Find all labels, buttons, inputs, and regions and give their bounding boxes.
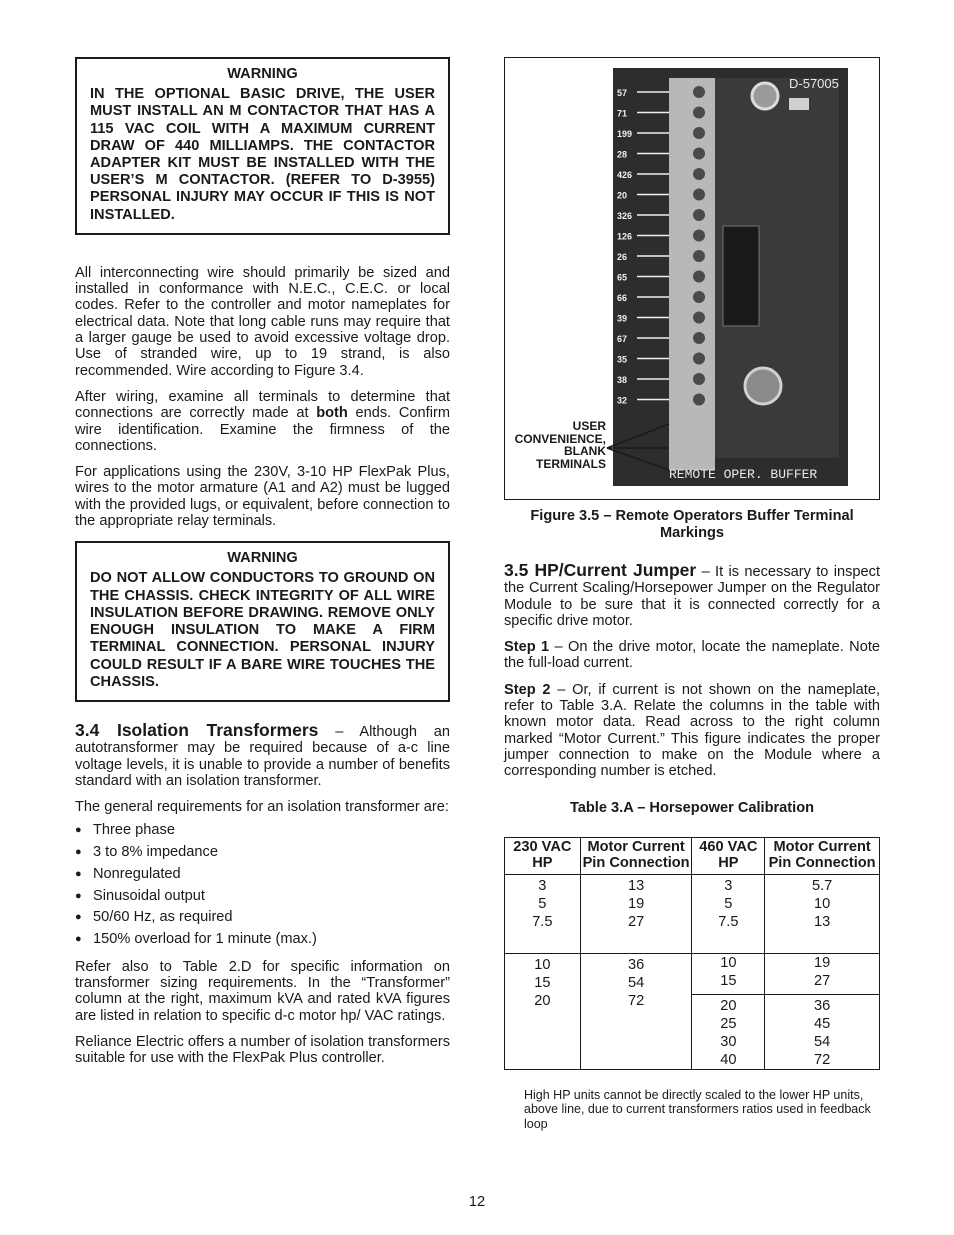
wire-paragraph: All interconnecting wire should primarily be sized and installed in conformance with N.E.C., C.E.C. or local codes. Refer to the controller and motor nameplates for electrical data. Note that long cable runs may require that a larger gauge be used to avoid excessive voltage drop. Use of stranded wire, up to 19 strand, is also recommended. Wire according to Figure 3.4. — [75, 264, 450, 379]
terminal-screw — [693, 189, 705, 201]
figure-caption: Figure 3.5 – Remote Operators Buffer Terminal Markings — [530, 508, 854, 541]
figure-3-5 — [504, 57, 880, 500]
page-number: 12 — [468, 1194, 486, 1210]
section-3-4: 3.4 Isolation Transformers – Although an autotransformer may be required because of a-c line voltage levels, it is unable to provide a number of benefits standard with an isolation transformer. — [75, 719, 450, 789]
table-row — [505, 874, 880, 953]
table-cell: 3 5 7.5 — [692, 874, 765, 953]
list-item: ● Sinusoidal output — [75, 886, 450, 908]
horsepower-table — [504, 837, 880, 1070]
list-item: ● Nonregulated — [75, 864, 450, 886]
terminal-label: 35 — [617, 354, 628, 365]
terminal-screw — [693, 271, 705, 283]
table-header-row — [505, 837, 880, 874]
terminal-label: 20 — [617, 190, 628, 201]
table-cell: 3 5 7.5 — [505, 874, 581, 953]
column-header: Motor Current Pin Connection — [765, 837, 880, 874]
board-label: REMOTE OPER. BUFFER — [669, 467, 818, 482]
terminal-label: 26 — [617, 252, 628, 262]
table-cell: 36 54 72 — [580, 953, 692, 1069]
terminal-label: 65 — [617, 272, 628, 283]
terminal-screw — [693, 127, 705, 139]
column-header: 230 VAC HP — [505, 837, 581, 874]
terminal-screw — [693, 148, 705, 160]
warning-box-contactor — [75, 57, 450, 235]
terminal-screw — [693, 168, 705, 180]
lug-paragraph: For applications using the 230V, 3-10 HP FlexPak Plus, wires to the motor armature (A1 and A2) must be lugged with the provided lugs, or equivalent, before connection to the appropriate relay terminals. — [75, 464, 450, 529]
table-row — [505, 953, 880, 1069]
terminal-label: 28 — [617, 149, 628, 160]
terminal-screw — [693, 250, 705, 262]
examine-paragraph: After wiring, examine all terminals to determine that connections are correctly made at both ends. Confirm wire identification. Examine the firmness of the connections. — [75, 388, 450, 454]
warning-title: WARNING — [227, 550, 298, 567]
terminal-screw — [693, 312, 705, 324]
terminal-label: 199 — [617, 129, 633, 139]
terminal-screw — [693, 86, 705, 98]
list-item: ● 150% overload for 1 minute (max.) — [75, 929, 450, 951]
terminal-screw — [693, 332, 705, 344]
warning-body: IN THE OPTIONAL BASIC DRIVE, THE USER MUST INSTALL AN M CONTACTOR THAT HAS A 115 VAC COIL WITH A MAXIMUM CURRENT DRAW OF 440 MILLIAMPS. THE CONTACTOR ADAPTER KIT MUST BE INSTALLED WITH THE USER’S M CONTACTOR. (REFER TO D-3955) PERSONAL INJURY MAY OCCUR IF THIS IS NOT INSTALLED. — [90, 86, 435, 223]
terminal-label: 57 — [617, 88, 628, 98]
terminal-screw — [693, 353, 705, 365]
terminal-screw — [693, 291, 705, 303]
section-3-5: 3.5 HP/Current Jumper – It is necessary to inspect the Current Scaling/Horsepower Jumper on the Regulator Module to be sure that it is connected correctly for a specific drive motor. — [504, 560, 880, 629]
terminal-screw — [693, 107, 705, 119]
table-cell: 13 19 27 — [580, 874, 692, 953]
table-cell: 19 27 36 45 54 72 — [765, 953, 880, 1069]
section-heading: 3.4 Isolation Transformers — [75, 719, 319, 740]
table-cell: 10 15 20 — [505, 953, 581, 1069]
terminal-label: 39 — [617, 313, 628, 324]
section-heading: 3.5 HP/Current Jumper — [504, 560, 697, 580]
refer-paragraph: Refer also to Table 2.D for specific information on transformer sizing requirements. In the “Transformer” column at the right, maximum kVA and rated kVA figures are listed in relation to specific d-c motor hp/ VAC ratings. — [75, 958, 450, 1024]
terminal-label: 126 — [617, 231, 633, 242]
warning-body: DO NOT ALLOW CONDUCTORS TO GROUND ON THE CHASSIS. CHECK INTEGRITY OF ALL WIRE INSULATION BEFORE DRAWING. REMOVE ONLY ENOUGH INSULATION TO MAKE A FIRM TERMINAL CONNECTION. PERSONAL INJURY COULD RESULT IF A BARE WIRE TOUCHES THE CHASSIS. — [90, 570, 435, 690]
terminal-screw — [693, 230, 705, 242]
table-cell: 10 15 20 25 30 40 — [692, 953, 765, 1069]
terminal-label: 66 — [617, 293, 628, 303]
terminal-screw — [693, 394, 705, 406]
warning-box-ground — [75, 541, 450, 702]
table-title: Table 3.A – Horsepower Calibration — [569, 799, 815, 816]
requirements-list — [75, 820, 450, 950]
step-2: Step 2 – Or, if current is not shown on the nameplate, refer to Table 3.A. Relate the columns in the table with known motor data. Read across to the right column marked “Motor Current.” This figure indicates the proper jumper connection to make on the Module where a corresponding number is etched. — [504, 681, 881, 780]
terminal-label: 67 — [617, 334, 628, 344]
table-note: High HP units cannot be directly scaled to the lower HP units, above line, due to current transformers ratios used in feedback loop — [524, 1087, 871, 1131]
list-item: ● 3 to 8% impedance — [75, 842, 450, 864]
terminal-label: 426 — [617, 170, 633, 180]
column-header: 460 VAC HP — [692, 837, 765, 874]
chip-icon — [723, 226, 759, 326]
left-column — [75, 57, 450, 1066]
right-column — [504, 57, 880, 1131]
requirements-intro: The general requirements for an isolation transformer are: — [75, 799, 449, 816]
terminal-screw — [693, 209, 705, 221]
warning-title: WARNING — [227, 66, 298, 82]
terminal-label: 71 — [617, 108, 628, 119]
terminal-label: 326 — [617, 211, 633, 221]
terminal-label: 38 — [617, 375, 628, 385]
pointer-arrows — [605, 418, 675, 478]
terminal-label: 32 — [617, 395, 628, 406]
step-1: Step 1 – On the drive motor, locate the nameplate. Note the full-load current. — [504, 639, 881, 672]
reliance-paragraph: Reliance Electric offers a number of isolation transformers suitable for use with the FlexPak Plus controller. — [75, 1033, 450, 1067]
board-id: D-57005 — [789, 76, 839, 91]
list-item: ● Three phase — [75, 820, 450, 842]
list-item: ● 50/60 Hz, as required — [75, 907, 450, 929]
relay-icon — [745, 368, 781, 404]
capacitor-icon — [752, 83, 778, 109]
column-header: Motor Current Pin Connection — [580, 837, 692, 874]
user-terminals-label: USER CONVENIENCE, BLANK TERMINALS — [514, 419, 606, 471]
table-cell: 5.7 10 13 — [765, 874, 880, 953]
terminal-screw — [693, 373, 705, 385]
